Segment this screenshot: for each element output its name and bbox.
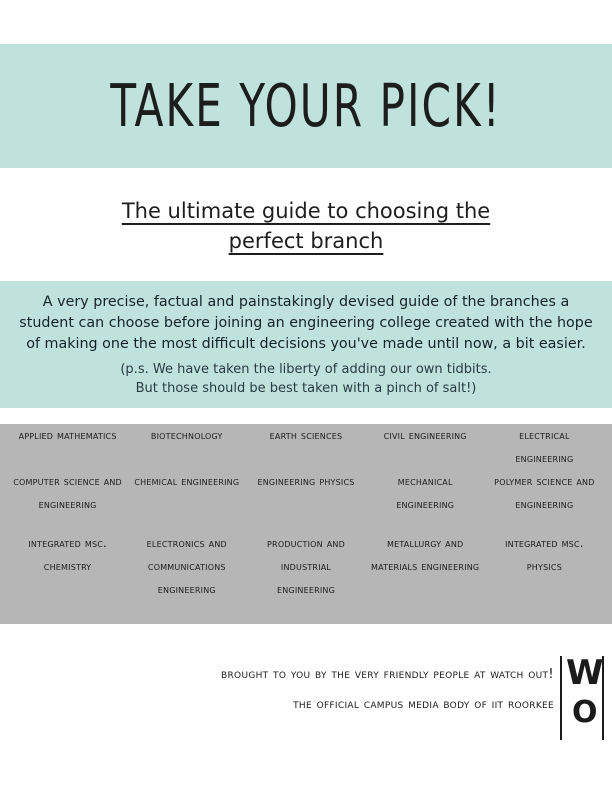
- branch-cell[interactable]: chemical engineering: [134, 474, 240, 488]
- branch-cell[interactable]: electrical engineering: [515, 428, 574, 465]
- logo-letter-o: O: [572, 695, 598, 730]
- title-banner: [0, 44, 612, 168]
- branch-cell[interactable]: computer science and engineering: [13, 474, 122, 511]
- footer-subcredit-line: the official campus media body of iit roorkee: [293, 696, 554, 712]
- description-banner: [0, 281, 612, 408]
- description-note-line2: But those should be best taken with a pinch of salt!): [135, 381, 477, 396]
- description-note-line1: (p.s. We have taken the liberty of adding our own tidbits.: [120, 362, 492, 377]
- description-text: A very precise, factual and painstakingly devised guide of the branches a student can choose before joining an engineering college created with the hope of making one the most difficult decisions you've made until now, a bit easier.: [19, 294, 593, 352]
- subtitle: The ultimate guide to choosing the perfect branch: [121, 199, 491, 253]
- branch-cell[interactable]: metallurgy and materials engineering: [371, 536, 480, 573]
- branch-cell[interactable]: mechanical engineering: [396, 474, 455, 511]
- branch-grid-panel: [0, 424, 612, 624]
- footer-credit-line: brought to you by the very friendly people at watch out!: [221, 666, 554, 682]
- footer: [0, 653, 612, 750]
- branch-cell[interactable]: civil engineering: [383, 428, 467, 442]
- branch-cell[interactable]: polymer science and engineering: [494, 474, 595, 511]
- branch-cell[interactable]: applied mathematics: [18, 428, 117, 442]
- description-note: [56, 360, 556, 398]
- branch-cell[interactable]: production and industrial engineering: [267, 536, 345, 596]
- logo-letter-w: W: [566, 653, 604, 693]
- branch-grid: [8, 424, 604, 624]
- branch-cell[interactable]: earth sciences: [269, 428, 343, 442]
- branch-cell[interactable]: integrated msc. physics: [505, 536, 584, 573]
- subtitle-container: [0, 196, 612, 256]
- branch-cell[interactable]: engineering physics: [257, 474, 355, 488]
- page-title: TAKE YOUR PICK!: [110, 71, 502, 141]
- branch-cell[interactable]: biotechnology: [150, 428, 223, 442]
- branch-cell[interactable]: electronics and communications engineering: [146, 536, 227, 596]
- branch-cell[interactable]: integrated msc. chemistry: [28, 536, 107, 573]
- watch-out-logo: [560, 653, 604, 740]
